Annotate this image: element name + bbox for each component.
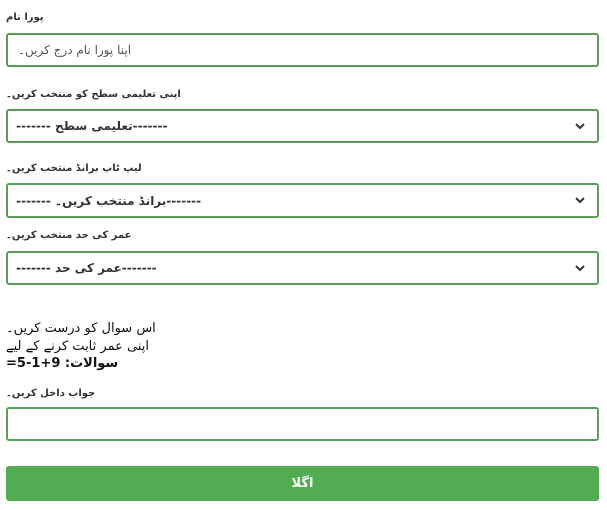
age-range-select[interactable] — [6, 251, 599, 285]
answer-input[interactable] — [8, 409, 597, 439]
next-button[interactable]: اگلا — [6, 466, 599, 501]
full-name-label: پورا نام — [6, 12, 44, 23]
education-select[interactable] — [6, 109, 599, 143]
captcha-question: سوالات: 9+1-5= — [6, 356, 119, 371]
answer-label: جواب داخل کریں۔ — [6, 388, 96, 399]
full-name-field-wrapper — [6, 33, 599, 67]
answer-field-wrapper — [6, 407, 599, 441]
education-label: اپنی تعلیمی سطح کو منتخب کریں۔ — [6, 89, 181, 100]
captcha-purpose: اپنی عمر ثابت کرنے کے لیے — [6, 339, 149, 354]
chevron-down-icon — [575, 263, 585, 273]
education-selected-value: -------تعلیمی سطح ------- — [16, 119, 168, 133]
chevron-down-icon — [575, 121, 585, 131]
age-range-selected-value: -------عمر کی حد ------- — [16, 261, 157, 275]
laptop-brand-label: لیپ ٹاپ برانڈ منتخب کریں۔ — [6, 163, 142, 174]
captcha-instruction: اس سوال کو درست کریں۔ — [6, 321, 156, 336]
full-name-input[interactable] — [8, 35, 597, 65]
age-range-label: عمر کی حد منتخب کریں۔ — [6, 230, 132, 241]
laptop-brand-select[interactable] — [6, 183, 599, 218]
chevron-down-icon — [575, 196, 585, 206]
laptop-brand-selected-value: -------برانڈ منتخب کریں۔ ------- — [16, 193, 202, 208]
